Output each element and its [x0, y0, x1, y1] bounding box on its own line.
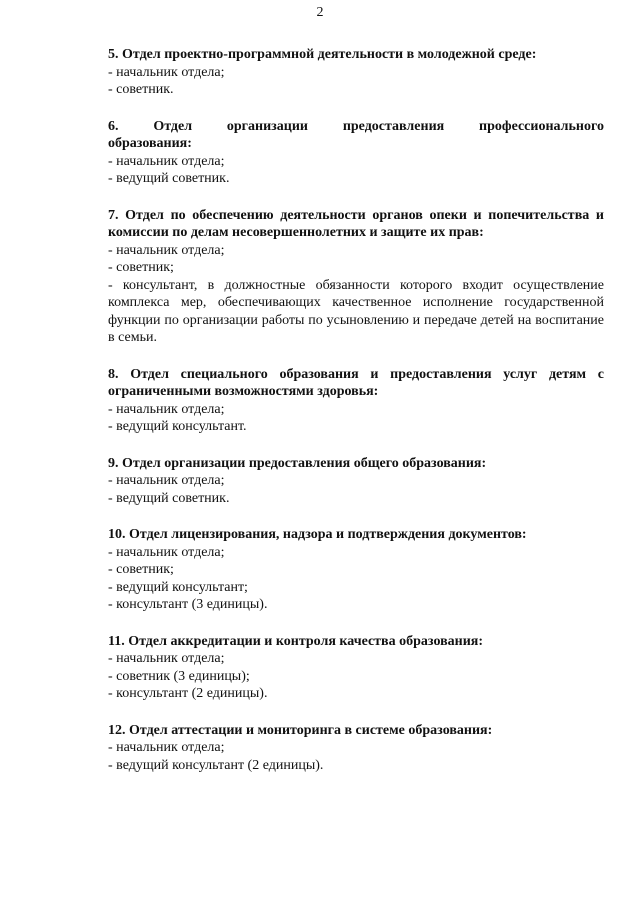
section-heading: 9. Отдел организации предоставления общего образования:	[108, 455, 487, 471]
list-item: - консультант, в должностные обязанности которого входит осуществление комплекса мер, обеспечивающих качественное исполнение государственной функции по организации работы по усыновлению и передаче детей на воспитание в семьи.	[108, 277, 604, 345]
heading-word: 6.	[108, 118, 119, 134]
section-heading: 7. Отдел по обеспечению деятельности органов опеки и попечительства и комиссии по делам несовершеннолетних и защите их прав:	[108, 207, 604, 240]
heading-word: организации	[226, 118, 308, 134]
section-10	[108, 526, 604, 614]
section-heading-continuation: образования:	[108, 136, 192, 151]
section-heading: 11. Отдел аккредитации и контроля качества образования:	[108, 633, 484, 649]
list-item: - ведущий консультант.	[108, 419, 247, 434]
section-5	[108, 46, 604, 99]
list-item: - ведущий советник.	[108, 171, 230, 186]
list-item: - советник;	[108, 562, 174, 577]
list-item: - ведущий консультант (2 единицы).	[108, 757, 324, 773]
heading-word: Отдел	[153, 118, 193, 134]
list-item: - ведущий советник.	[108, 490, 230, 506]
list-item: - советник;	[108, 260, 174, 275]
page-number: 2	[316, 5, 324, 20]
list-item: - советник (3 единицы);	[108, 668, 250, 684]
list-item: - начальник отдела;	[108, 242, 225, 258]
heading-word: профессионального	[479, 118, 604, 134]
section-6	[108, 118, 604, 188]
list-item: - ведущий консультант;	[108, 579, 248, 595]
section-9	[108, 455, 604, 508]
section-heading	[108, 118, 604, 136]
heading-word: предоставления	[342, 118, 445, 134]
section-11	[108, 633, 604, 703]
section-heading: 8. Отдел специального образования и предоставления услуг детям с ограниченными возможностями здоровья:	[108, 366, 604, 399]
section-12	[108, 722, 604, 775]
list-item: - начальник отдела;	[108, 473, 225, 488]
list-item: - начальник отдела;	[108, 544, 225, 560]
list-item: - начальник отдела;	[108, 64, 225, 80]
list-item: - начальник отдела;	[108, 401, 225, 417]
section-8	[108, 366, 604, 436]
section-heading: 10. Отдел лицензирования, надзора и подтверждения документов:	[108, 527, 527, 542]
document-body	[108, 46, 604, 793]
list-item: - консультант (2 единицы).	[108, 686, 268, 701]
list-item: - советник.	[108, 82, 174, 97]
list-item: - начальник отдела;	[108, 153, 225, 169]
list-item: - начальник отдела;	[108, 740, 225, 755]
section-heading: 12. Отдел аттестации и мониторинга в системе образования:	[108, 722, 493, 738]
list-item: - консультант (3 единицы).	[108, 597, 268, 612]
list-item: - начальник отдела;	[108, 651, 225, 666]
section-heading: 5. Отдел проектно-программной деятельности в молодежной среде:	[108, 47, 537, 62]
section-7	[108, 207, 604, 347]
